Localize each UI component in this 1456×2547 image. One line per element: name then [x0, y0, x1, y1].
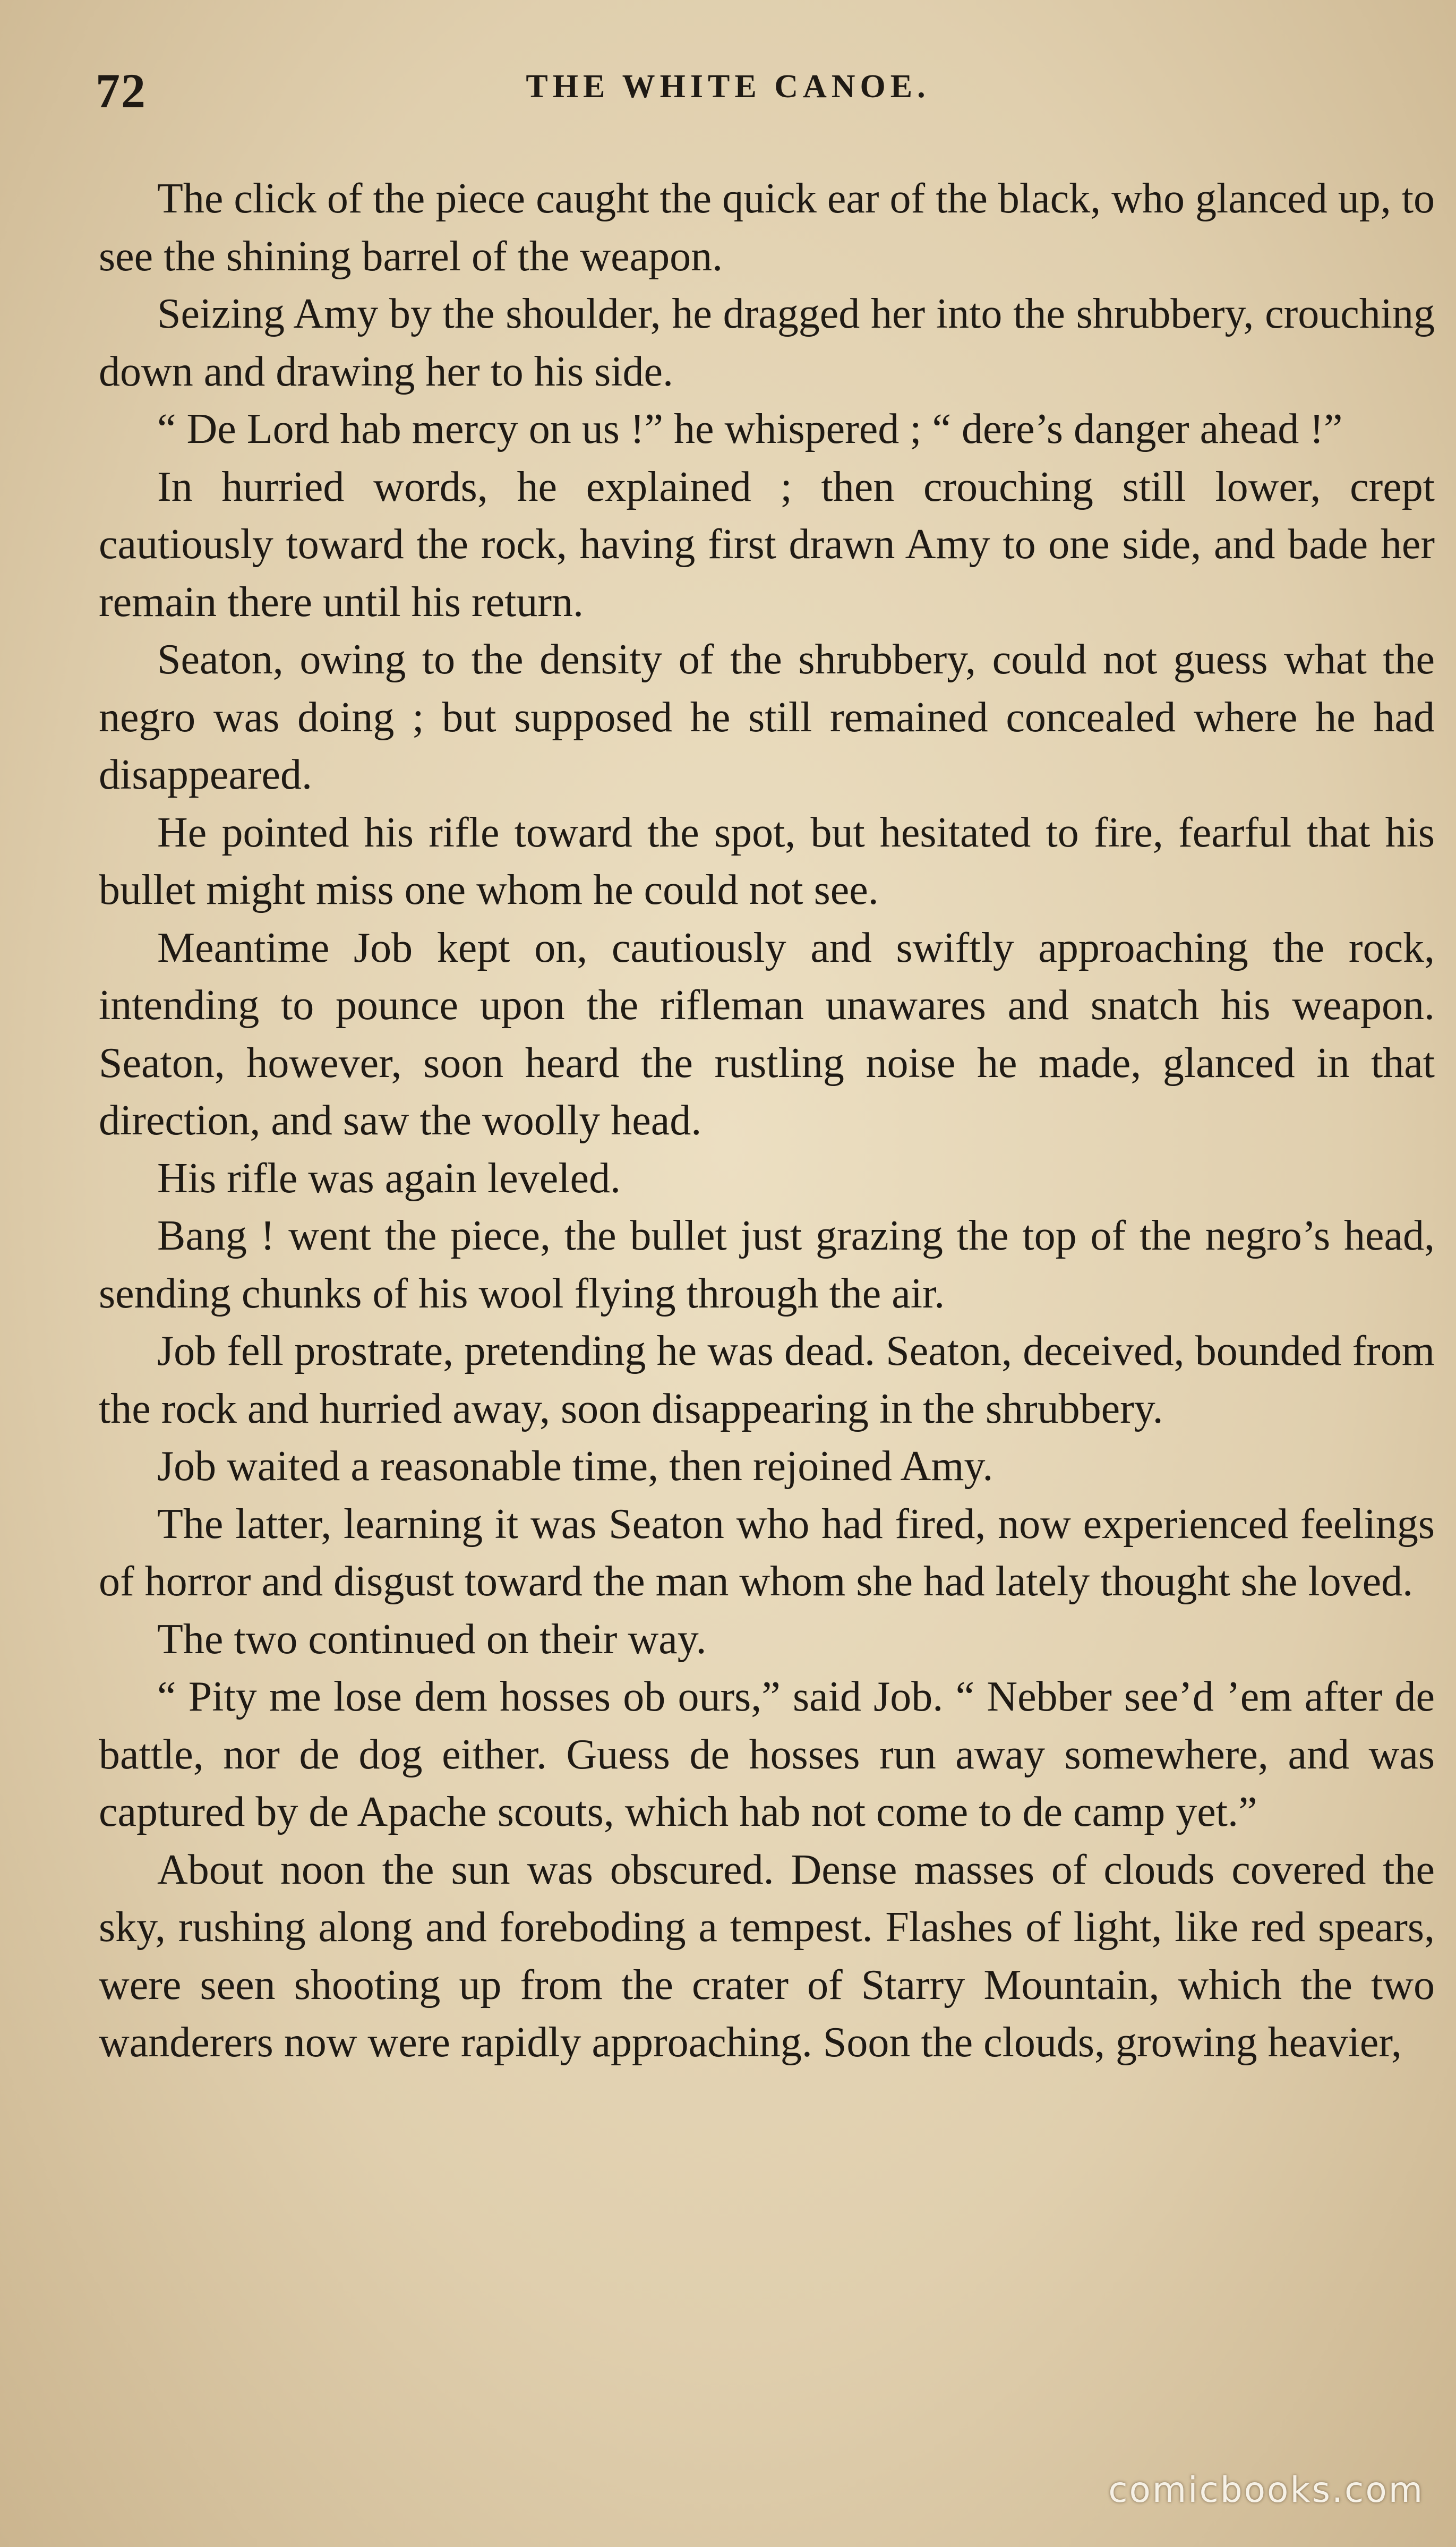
paragraph: “ De Lord hab mercy on us !” he whispered ; “ dere’s danger ahead !”: [157, 406, 1343, 452]
paragraph: His rifle was again leveled.: [157, 1155, 621, 1202]
paragraph: Meantime Job kept on, cautiously and swiftly approaching the rock, intending to pounce upon the rifleman unawares and snatch his weapon. Seaton, however, soon heard the rustling noise he made, glanced in that direction, and saw the woolly head.: [99, 924, 1435, 1144]
paragraph: He pointed his rifle toward the spot, but hesitated to fire, fearful that his bullet might miss one whom he could not see.: [99, 809, 1435, 913]
paragraph: The two continued on their way.: [157, 1616, 707, 1663]
paragraph: The click of the piece caught the quick ear of the black, who glanced up, to see the shining barrel of the weapon.: [99, 175, 1435, 280]
paragraph: “ Pity me lose dem hosses ob ours,” said Job. “ Nebber see’d ’em after de battle, nor de dog either. Guess de hosses run away somewhere, and was captured by de Apache scouts, which hab not come to de camp yet.”: [99, 1673, 1435, 1835]
paragraph: Seaton, owing to the density of the shrubbery, could not guess what the negro was doing ; but supposed he still remained concealed where he had disappeared.: [99, 636, 1435, 798]
body-text: [99, 170, 1435, 2072]
paragraph: Job waited a reasonable time, then rejoined Amy.: [157, 1443, 993, 1490]
running-title: THE WHITE CANOE.: [526, 69, 930, 105]
paragraph: About noon the sun was obscured. Dense masses of clouds covered the sky, rushing along and foreboding a tempest. Flashes of light, like red spears, were seen shooting up from the crater of Starry Mountain, which the two wanderers now were rapidly approaching. Soon the clouds, growing heavier,: [99, 1846, 1435, 2066]
page-number: 72: [96, 64, 147, 118]
paragraph: Job fell prostrate, pretending he was dead. Seaton, deceived, bounded from the rock and hurried away, soon disappearing in the shrubbery.: [99, 1328, 1435, 1432]
paragraph: Bang ! went the piece, the bullet just grazing the top of the negro’s head, sending chunks of his wool flying through the air.: [99, 1212, 1435, 1317]
paragraph: Seizing Amy by the shoulder, he dragged her into the shrubbery, crouching down and drawing her to his side.: [99, 290, 1435, 395]
watermark: comicbooks.com: [1108, 2469, 1424, 2510]
paragraph: The latter, learning it was Seaton who had fired, now experienced feelings of horror and disgust toward the man whom she had lately thought she loved.: [99, 1500, 1435, 1605]
paragraph: In hurried words, he explained ; then crouching still lower, crept cautiously toward the rock, having first drawn Amy to one side, and bade her remain there until his return.: [99, 463, 1435, 626]
